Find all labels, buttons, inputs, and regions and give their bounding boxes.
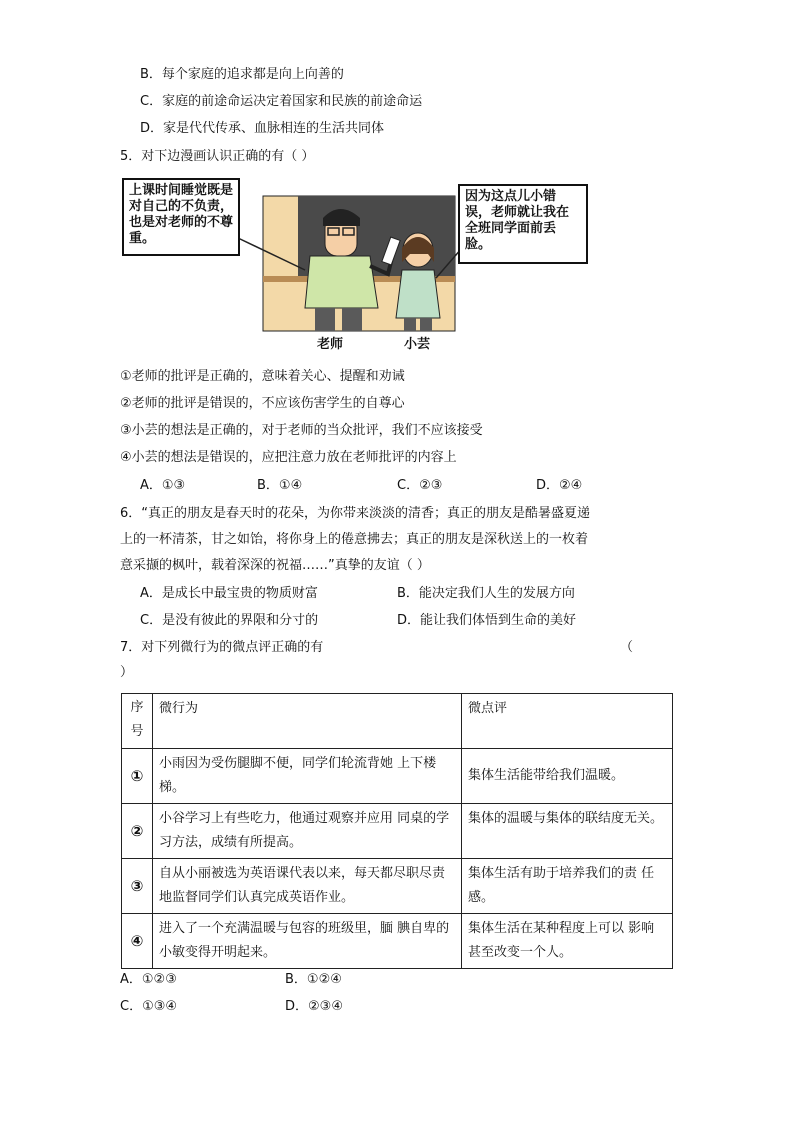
table-row bbox=[122, 914, 673, 969]
teacher-speech-bubble: 上课时间睡觉既是对自己的不负责，也是对老师的不尊重。 bbox=[122, 178, 240, 256]
row-index: ① bbox=[122, 749, 153, 804]
q5-option-d: D．②④ bbox=[536, 478, 583, 493]
table-row bbox=[122, 749, 673, 804]
q4-option-c: C．家庭的前途命运决定着国家和民族的前途命运 bbox=[140, 94, 423, 109]
q6-option-c: C．是没有彼此的界限和分寸的 bbox=[140, 613, 319, 628]
q4-option-b: B．每个家庭的追求都是向上向善的 bbox=[140, 67, 344, 82]
table-row bbox=[122, 804, 673, 859]
q5-option-b: B．①④ bbox=[257, 478, 303, 493]
q5-statement-1: ①老师的批评是正确的，意味着关心、提醒和劝诫 bbox=[120, 369, 405, 384]
q6-option-a: A．是成长中最宝贵的物质财富 bbox=[140, 586, 318, 601]
q4-option-d: D．家是代代传承、血脉相连的生活共同体 bbox=[140, 121, 385, 136]
student-label: 小芸 bbox=[404, 337, 431, 352]
row-behavior: 小雨因为受伤腿脚不便，同学们轮流背她 上下楼梯。 bbox=[153, 749, 462, 804]
header-comment: 微点评 bbox=[462, 694, 673, 749]
q5-statement-2: ②老师的批评是错误的，不应该伤害学生的自尊心 bbox=[120, 396, 405, 411]
q6-stem-line-1: 6．“真正的朋友是春天时的花朵，为你带来淡淡的清香；真正的朋友是酷暑盛夏递 bbox=[120, 506, 591, 521]
q5-stem: 5．对下边漫画认识正确的有（ ） bbox=[120, 149, 315, 164]
q6-option-d: D．能让我们体悟到生命的美好 bbox=[397, 613, 577, 628]
q6-stem-line-2: 上的一杯清茶，甘之如饴，将你身上的倦意拂去；真正的朋友是深秋送上的一枚着 bbox=[120, 532, 589, 547]
row-comment: 集体生活有助于培养我们的责 任感。 bbox=[462, 859, 673, 914]
q7-table bbox=[121, 693, 673, 969]
row-behavior: 自从小丽被选为英语课代表以来，每天都尽职尽责地监督同学们认真完成英语作业。 bbox=[153, 859, 462, 914]
teacher-label: 老师 bbox=[317, 337, 344, 352]
q7-option-c: C．①③④ bbox=[120, 999, 178, 1014]
q5-cartoon bbox=[120, 178, 600, 353]
q7-option-a: A．①②③ bbox=[120, 972, 177, 987]
table-header-row bbox=[122, 694, 673, 749]
q7-paren-close: ） bbox=[120, 665, 134, 680]
header-behavior: 微行为 bbox=[153, 694, 462, 749]
row-index: ② bbox=[122, 804, 153, 859]
table-row bbox=[122, 859, 673, 914]
q5-option-a: A．①③ bbox=[140, 478, 186, 493]
q5-statement-4: ④小芸的想法是错误的，应把注意力放在老师批评的内容上 bbox=[120, 450, 457, 465]
row-behavior: 进入了一个充满温暖与包容的班级里，腼 腆自卑的小敏变得开明起来。 bbox=[153, 914, 462, 969]
row-comment: 集体的温暖与集体的联结度无关。 bbox=[462, 804, 673, 859]
q7-option-b: B．①②④ bbox=[285, 972, 342, 987]
q5-option-c: C．②③ bbox=[397, 478, 443, 493]
row-index: ③ bbox=[122, 859, 153, 914]
student-speech-bubble: 因为这点儿小错误，老师就让我在全班同学面前丢脸。 bbox=[458, 184, 588, 264]
q7-stem: 7．对下列微行为的微点评正确的有 bbox=[120, 640, 324, 655]
q7-option-d: D．②③④ bbox=[285, 999, 343, 1014]
row-index: ④ bbox=[122, 914, 153, 969]
q6-stem-line-3: 意采撷的枫叶，载着深深的祝福……”真挚的友谊（ ） bbox=[120, 558, 430, 573]
header-index: 序号 bbox=[122, 694, 153, 749]
q5-statement-3: ③小芸的想法是正确的，对于老师的当众批评，我们不应该接受 bbox=[120, 423, 483, 438]
row-comment: 集体生活在某种程度上可以 影响甚至改变一个人。 bbox=[462, 914, 673, 969]
q6-option-b: B．能决定我们人生的发展方向 bbox=[397, 586, 575, 601]
row-behavior: 小谷学习上有些吃力，他通过观察并应用 同桌的学习方法，成绩有所提高。 bbox=[153, 804, 462, 859]
q7-paren-open: （ bbox=[620, 640, 634, 655]
row-comment: 集体生活能带给我们温暖。 bbox=[462, 749, 673, 804]
